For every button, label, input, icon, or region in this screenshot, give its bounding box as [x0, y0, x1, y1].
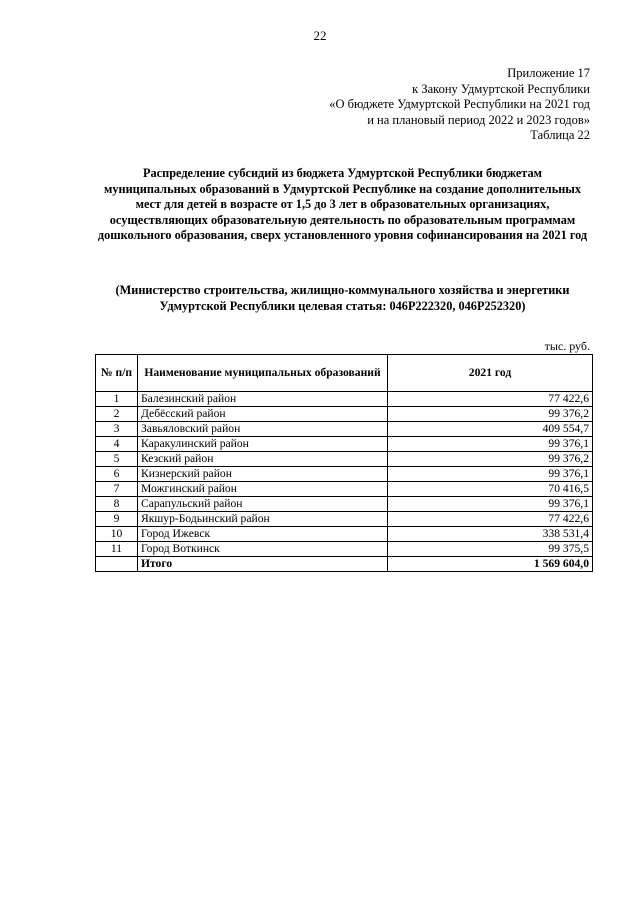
table-row: [96, 437, 593, 452]
row-name: Балезинский район: [138, 392, 388, 407]
row-name: Завьяловский район: [138, 422, 388, 437]
header-name: Наименование муниципальных образований: [138, 355, 388, 392]
title-line: муниципальных образований в Удмуртской Республике на создание дополнительных: [103, 181, 582, 196]
appendix-line: «О бюджете Удмуртской Республики на 2021 год: [329, 97, 590, 111]
table-row: [96, 527, 593, 542]
table-row: [96, 452, 593, 467]
ministry-line: Удмуртской Республики целевая статья: 046P222320, 046P252320): [159, 298, 526, 313]
table-row: [96, 512, 593, 527]
row-name: Дебёсский район: [138, 407, 388, 422]
ministry-line: (Министерство строительства, жилищно-коммунального хозяйства и энергетики: [115, 283, 570, 297]
row-num: 4: [96, 437, 138, 452]
row-name: Город Воткинск: [138, 542, 388, 557]
units-label: тыс. руб.: [544, 339, 590, 353]
total-row: [96, 557, 593, 572]
appendix-line: и на плановый период 2022 и 2023 годов»: [367, 112, 590, 127]
table-header-row: [96, 355, 593, 392]
total-label: Итого: [138, 557, 388, 572]
row-value: 99 376,1: [388, 467, 593, 482]
table-row: [96, 542, 593, 557]
row-name: Каракулинский район: [138, 437, 388, 452]
table-row: [96, 392, 593, 407]
row-num: 3: [96, 422, 138, 437]
row-value: 99 375,5: [388, 542, 593, 557]
row-name: Можгинский район: [138, 482, 388, 497]
row-num: 8: [96, 497, 138, 512]
row-num: 10: [96, 527, 138, 542]
row-name: Кизнерский район: [138, 467, 388, 482]
row-value: 99 376,1: [388, 437, 593, 452]
appendix-line: Приложение 17: [507, 66, 590, 80]
row-num: 5: [96, 452, 138, 467]
table-row: [96, 467, 593, 482]
table-row: [96, 497, 593, 512]
row-num: 1: [96, 392, 138, 407]
table-row: [96, 422, 593, 437]
row-num: 11: [96, 542, 138, 557]
row-value: 70 416,5: [388, 482, 593, 497]
table-label: Таблица 22: [530, 128, 590, 142]
row-name: Кезский район: [138, 452, 388, 467]
row-num: 2: [96, 407, 138, 422]
row-value: 99 376,2: [388, 452, 593, 467]
page-number: 22: [313, 28, 327, 43]
title-line: мест для детей в возрасте от 1,5 до 3 лет в образовательных организациях,: [135, 197, 550, 212]
table-row: [96, 407, 593, 422]
row-value: 99 376,2: [388, 407, 593, 422]
title-line: Распределение субсидий из бюджета Удмуртской Республики бюджетам: [143, 166, 542, 180]
row-num: 9: [96, 512, 138, 527]
appendix-line: к Закону Удмуртской Республики: [412, 81, 590, 96]
row-value: 409 554,7: [388, 422, 593, 437]
appendix-header: [329, 66, 590, 144]
row-value: 77 422,6: [388, 512, 593, 527]
row-value: 99 376,1: [388, 497, 593, 512]
row-value: 338 531,4: [388, 527, 593, 542]
title-line: осуществляющих образовательную деятельность по образовательным программам: [109, 212, 576, 227]
total-num-cell: [96, 557, 138, 572]
header-year: 2021 год: [388, 355, 593, 392]
row-value: 77 422,6: [388, 392, 593, 407]
subsidies-table: [95, 354, 593, 572]
title-line: дошкольного образования, сверх установленного уровня софинансирования на 2021 год: [97, 228, 588, 243]
ministry-note: [90, 283, 595, 314]
table-row: [96, 482, 593, 497]
row-num: 6: [96, 467, 138, 482]
total-value: 1 569 604,0: [388, 557, 593, 572]
document-title: [90, 166, 595, 244]
row-name: Город Ижевск: [138, 527, 388, 542]
row-name: Якшур-Бодьинский район: [138, 512, 388, 527]
row-num: 7: [96, 482, 138, 497]
header-num: № п/п: [96, 355, 138, 392]
row-name: Сарапульский район: [138, 497, 388, 512]
